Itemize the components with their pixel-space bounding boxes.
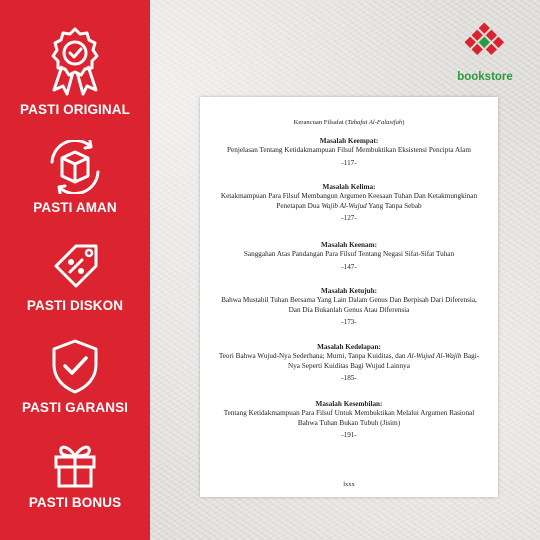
badge-original-label: PASTI ORIGINAL — [20, 102, 130, 117]
section-desc: Penjelasan Tentang Ketidakmampuan Filsuf Membuktikan Eksistensi Pencipta Alam — [227, 146, 471, 155]
page-number: lxxx — [343, 481, 355, 488]
package-box-icon — [46, 140, 104, 194]
section-desc: Sanggahan Atas Pandangan Para Filsuf Tentang Negasi Sifat-Sifat Tuhan — [243, 250, 455, 259]
header-suffix: ) — [402, 119, 405, 126]
guarantee-sidebar — [0, 0, 150, 540]
section-page: -173- — [341, 318, 357, 327]
section-title: Masalah Keempat: — [319, 137, 379, 145]
badge-original — [0, 26, 150, 117]
badge-aman-label: PASTI AMAN — [33, 200, 117, 215]
section-desc: Ketakmampuan Para Filsuf Membangun Argumen Keesaan Tuhan Dan Ketakmungkinan Penetapan Dua Wajib Al-Wujud Yang Tanpa Sebab — [220, 192, 478, 210]
badge-garansi-label: PASTI GARANSI — [21, 400, 129, 415]
section-desc: Tentang Ketidakmampuan Para Filsuf Untuk Membuktikan Melalui Argumen Rasional Bahwa Tuhan Bukan Tubuh (Jisim) — [223, 409, 475, 427]
section-desc: Teori Bahwa Wujud-Nya Sederhana; Murni, Tanpa Kuiditas, dan Al-Wujud Al-Wajib Bagi-Nya Seperti Kuiditas Bagi Wujud Lainnya — [218, 352, 480, 370]
certified-badge-icon — [46, 26, 104, 96]
section-page: -147- — [341, 262, 357, 271]
section-desc: Bahwa Mustahil Tuhan Bersama Yang Lain Dalam Genus Dan Berpisah Dari Diferensia, Dan Dia Bukanlah Genus Atau Diferensia — [221, 296, 477, 314]
section-title: Masalah Kelima: — [322, 183, 376, 191]
header-prefix: Kerancuan Filsafat ( — [293, 119, 348, 126]
header-italic: Tahafut Al-Falasifah — [347, 119, 403, 126]
book-page — [200, 97, 498, 497]
badge-diskon — [0, 240, 150, 313]
page-header — [200, 119, 498, 126]
bookstore-logo-icon — [463, 22, 507, 64]
section-title: Masalah Kedelapan: — [317, 343, 381, 351]
badge-bonus-label: PASTI BONUS — [28, 495, 122, 510]
section-page: -185- — [341, 374, 357, 383]
bookstore-logo — [455, 22, 515, 83]
section-kelima — [218, 183, 480, 224]
logo-text: bookstore — [457, 71, 513, 83]
section-ketujuh — [218, 287, 480, 328]
section-keenam — [218, 241, 480, 272]
gift-icon — [46, 437, 104, 489]
section-title: Masalah Kesembilan: — [315, 400, 383, 408]
discount-tag-icon — [46, 240, 104, 292]
section-keempat — [218, 137, 480, 168]
section-page: -117- — [341, 158, 357, 167]
badge-aman — [0, 140, 150, 215]
section-kedelapan — [218, 343, 480, 384]
section-title: Masalah Ketujuh: — [320, 287, 378, 295]
section-page: -191- — [341, 431, 357, 440]
shield-check-icon — [46, 338, 104, 394]
badge-bonus — [0, 437, 150, 510]
section-title: Masalah Keenam: — [320, 241, 378, 249]
section-kesembilan — [218, 400, 480, 441]
section-page: -127- — [341, 214, 357, 223]
badge-garansi — [0, 338, 150, 415]
badge-diskon-label: PASTI DISKON — [26, 298, 124, 313]
